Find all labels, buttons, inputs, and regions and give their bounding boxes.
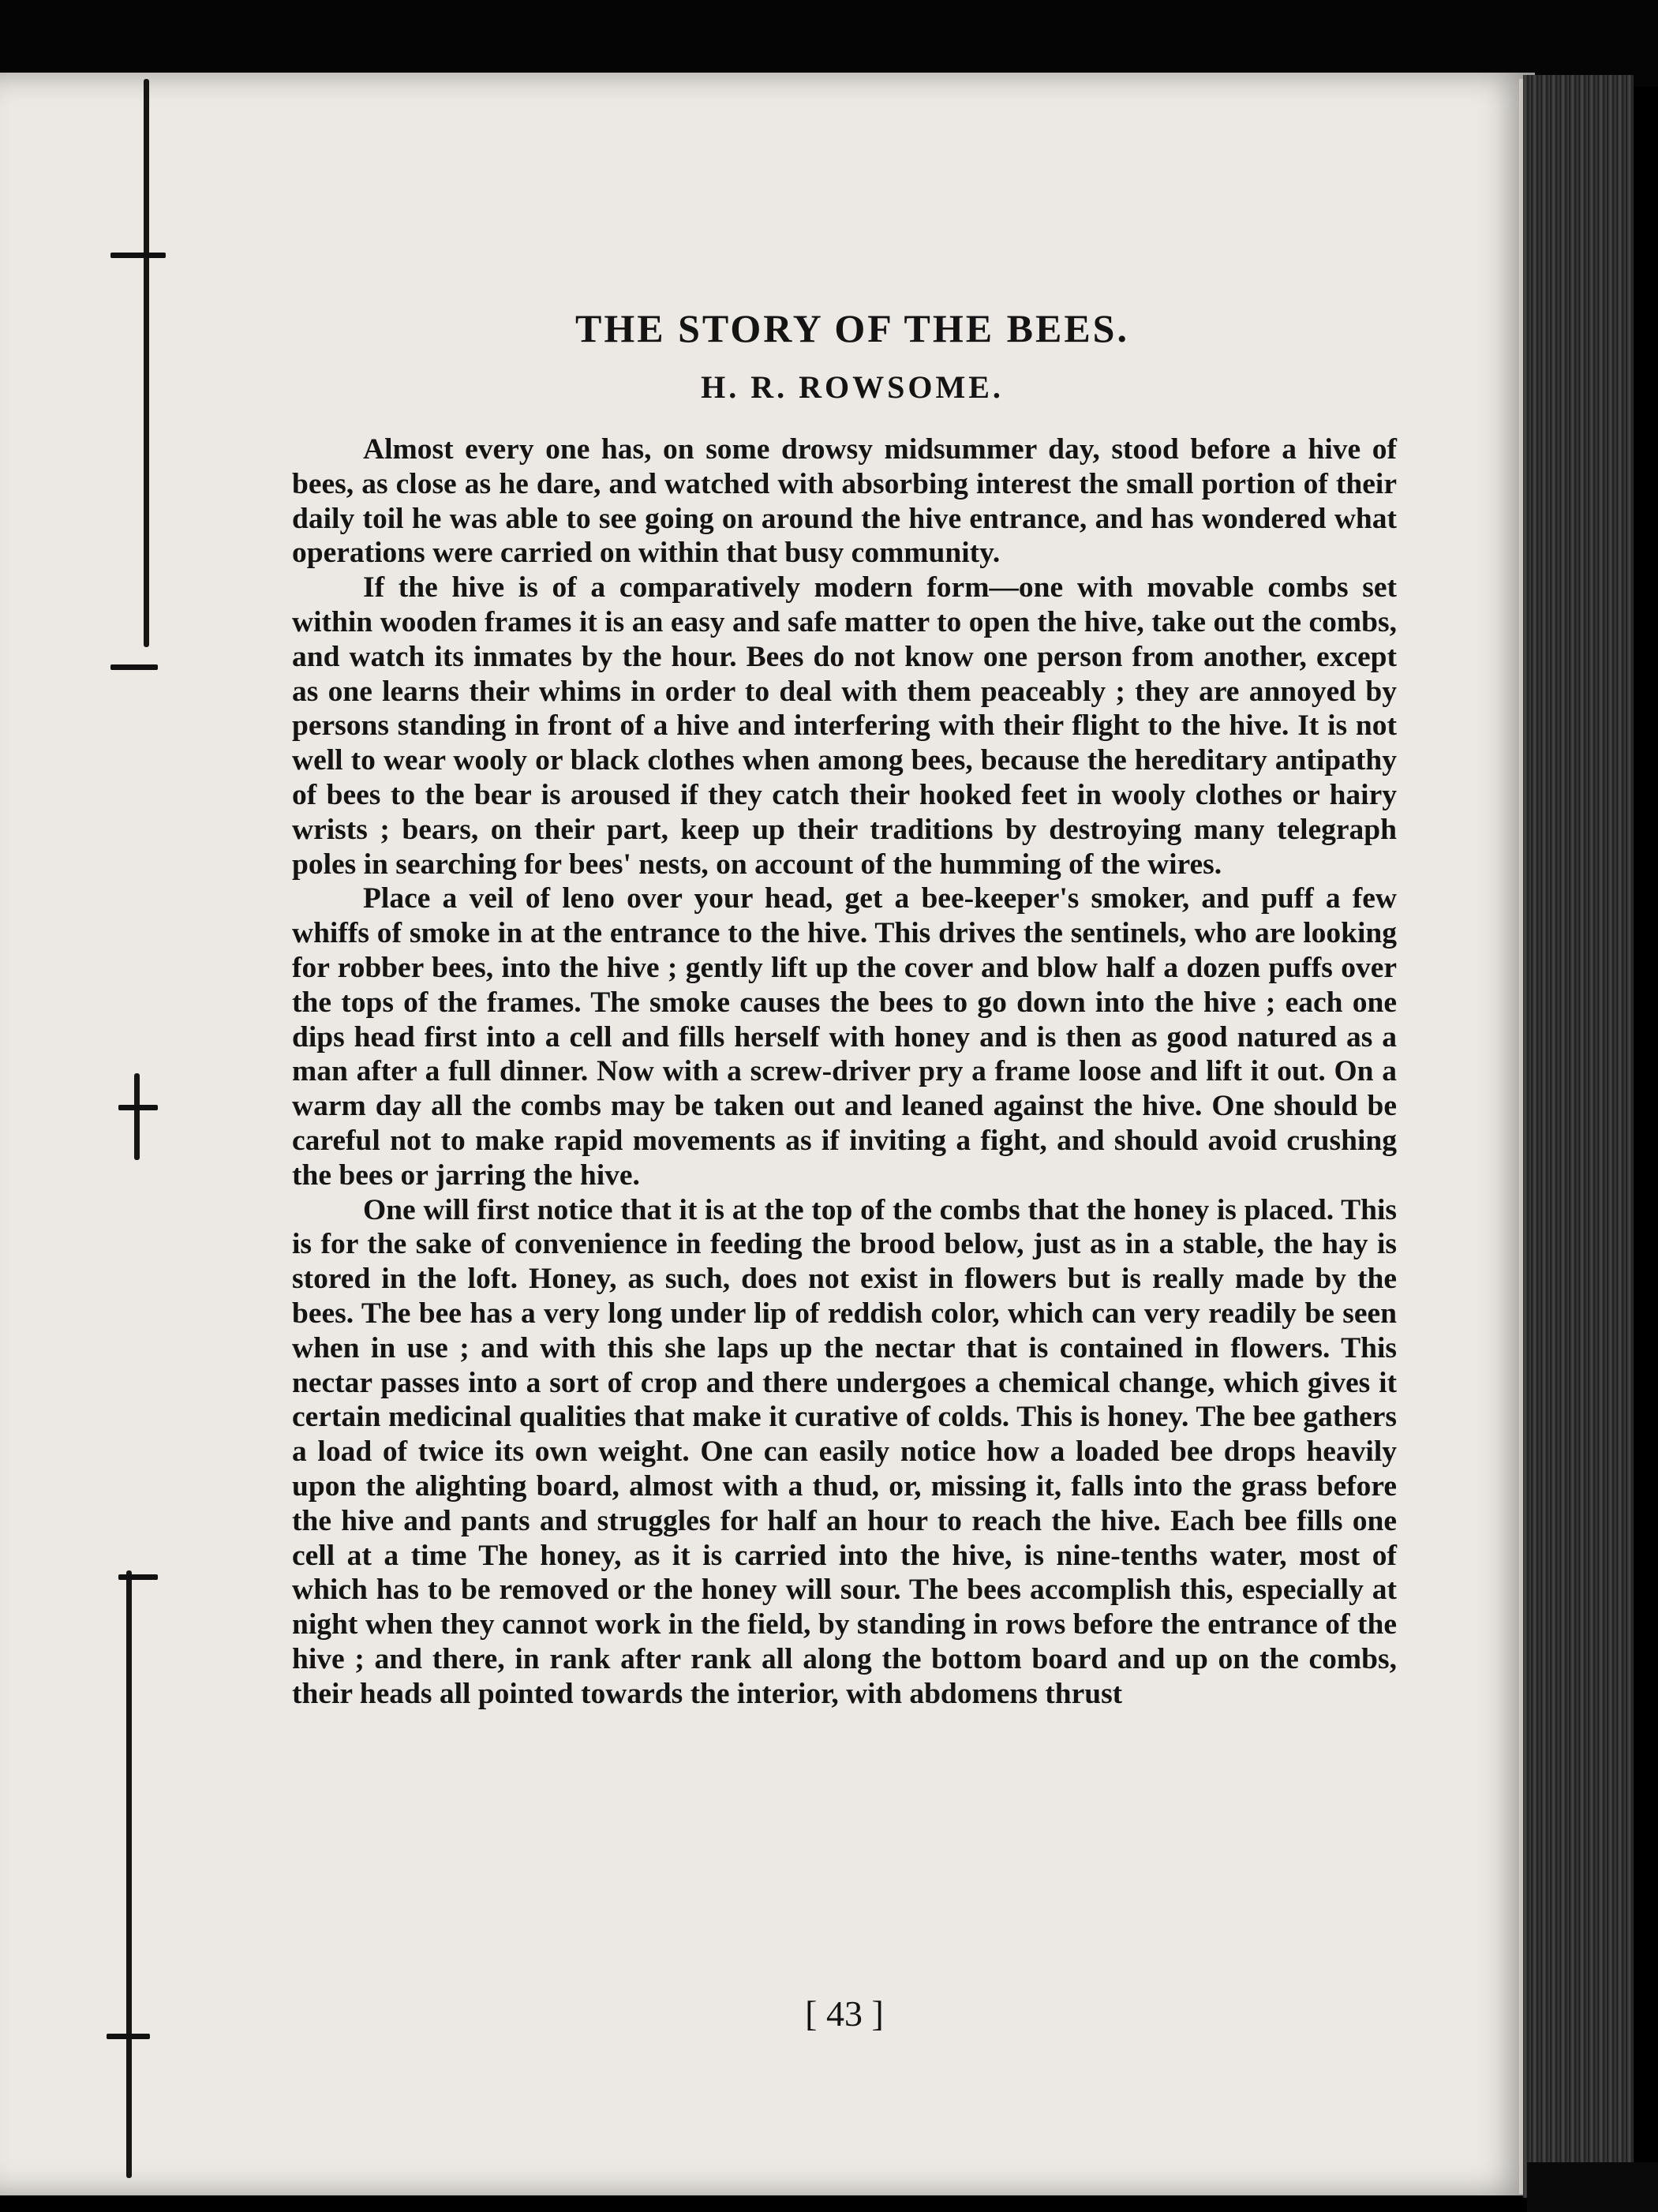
binding-stitch	[110, 664, 158, 670]
paragraph: Place a veil of leno over your head, get a bee-keeper's smoker, and puff a few whiffs of smoke in at the entrance to the hive. This drives the sentinels, who are looking for robber bees, into the hive ; gently lift up the cover and blow half a dozen puffs over the tops of the frames. The smoke causes the bees to go down into the hive ; each one dips head first into a cell and fills herself with honey and is then as good natured as a man after a full dinner. Now with a screw-driver pry a frame loose and lift it out. On a warm day all the combs may be taken out and leaned against the hive. One should be careful not to make rapid movements as if inviting a fight, and should avoid crushing the bees or jarring the hive.	[292, 882, 1397, 1192]
article-author: H. R. ROWSOME.	[701, 369, 1004, 405]
binding-thread	[134, 1073, 140, 1160]
binding-thread	[126, 1570, 132, 2178]
page-edges	[1523, 75, 1634, 2198]
binding-stitch	[118, 1105, 158, 1110]
paragraph: One will first notice that it is at the top of the combs that the honey is placed. This is for the sake of convenience in feeding the brood below, just as in a stable, the hay is stored in the loft. Honey, as such, does not exist in flowers but is really made by the bees. The bee has a very long under lip of reddish color, which can very readily be seen when in use ; and with this she laps up the nectar that is contained in flowers. This nectar passes into a sort of crop and there undergoes a chemical change, which gives it certain medicinal qualities that make it curative of colds. This is honey. The bee gathers a load of twice its own weight. One can easily notice how a loaded bee drops heavily upon the alighting board, almost with a thud, or, missing it, falls into the grass before the hive and pants and struggles for half an hour to reach the hive. Each bee fills one cell at a time The honey, as it is carried into the hive, is nine-tenths water, most of which has to be removed or the honey will sour. The bees accomplish this, especially at night when they cannot work in the field, by standing in rows before the entrance of the hive ; and there, in rank after rank all along the bottom board and up on the combs, their heads all pointed towards the interior, with abdomens thrust	[292, 1193, 1397, 1710]
article-title: THE STORY OF THE BEES.	[575, 306, 1129, 350]
paragraph: Almost every one has, on some drowsy midsummer day, stood before a hive of bees, as close as he dare, and watched with absorbing interest the small portion of their daily toil he was able to see going on around the hive entrance, and has wondered what operations were carried on within that busy community.	[292, 433, 1397, 570]
page-number: [ 43 ]	[805, 1993, 884, 2034]
binding-thread	[144, 79, 149, 647]
article-body	[292, 432, 1397, 1711]
binding-stitch	[118, 1574, 158, 1580]
binding-stitch	[107, 2034, 150, 2039]
binding-stitch	[110, 253, 166, 258]
paragraph: If the hive is of a comparatively modern form—one with movable combs set within wooden frames it is an easy and safe matter to open the hive, take out the combs, and watch its inmates by the hour. Bees do not know one person from another, except as one learns their whims in order to deal with them peaceably ; they are annoyed by persons standing in front of a hive and interfering with their flight to the hive. It is not well to wear wooly or black clothes when among bees, because the hereditary antipathy of bees to the bear is aroused if they catch their hooked feet in wooly clothes or hairy wrists ; bears, on their part, keep up their traditions by destroying many telegraph poles in searching for bees' nests, on account of the humming of the wires.	[292, 571, 1397, 881]
page-corner	[1527, 2162, 1658, 2212]
